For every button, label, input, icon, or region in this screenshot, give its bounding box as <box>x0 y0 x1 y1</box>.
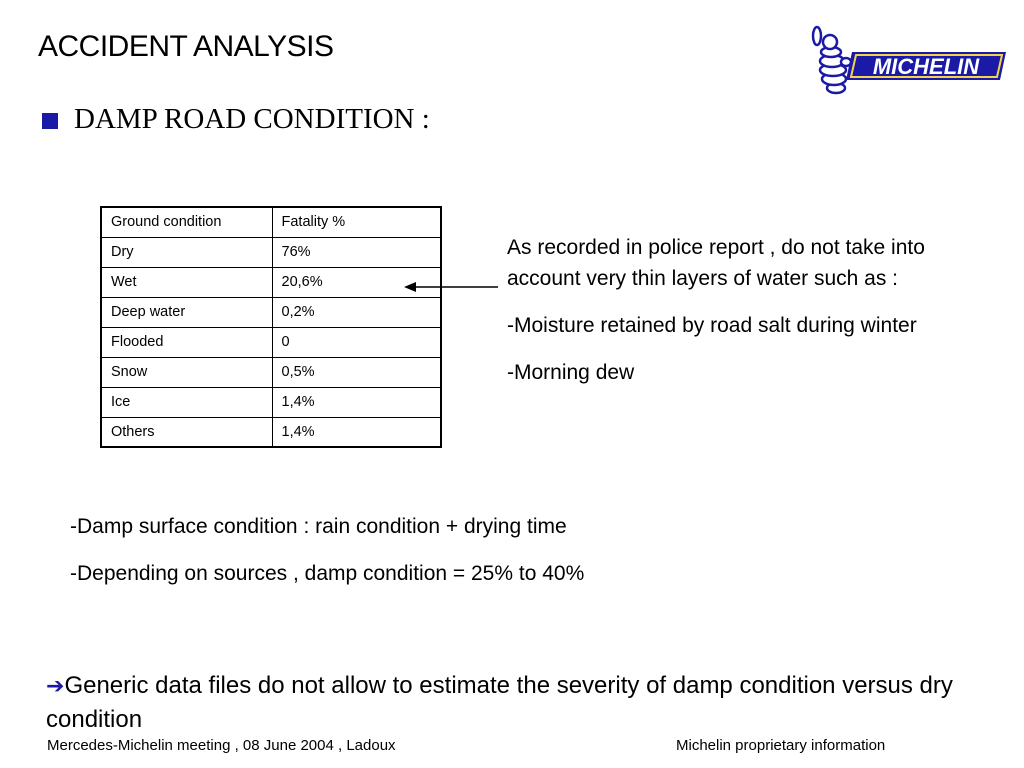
table-row <box>101 387 441 417</box>
footer-proprietary: Michelin proprietary information <box>676 737 886 754</box>
damp-line: -Damp surface condition : rain condition + drying time <box>70 515 567 538</box>
table-row <box>101 237 441 267</box>
section-heading: DAMP ROAD CONDITION : <box>74 103 430 135</box>
table-header-cell: Fatality % <box>272 207 441 237</box>
table-row <box>101 267 441 297</box>
table-cell: Flooded <box>101 327 272 357</box>
table-cell: Dry <box>101 237 272 267</box>
table-cell: Deep water <box>101 297 272 327</box>
table-cell: 1,4% <box>272 387 441 417</box>
table-cell: 0,5% <box>272 357 441 387</box>
conclusion-text: Generic data files do not allow to estimate the severity of damp condition versus dry condition <box>46 672 953 733</box>
table-header-row <box>101 207 441 237</box>
table-cell: Snow <box>101 357 272 387</box>
table-row <box>101 357 441 387</box>
slide-title: ACCIDENT ANALYSIS <box>38 30 334 63</box>
table-cell: Wet <box>101 267 272 297</box>
table-row <box>101 417 441 447</box>
note-item: -Morning dew <box>507 361 635 384</box>
police-report-note <box>507 232 947 404</box>
pointer-arrow-icon <box>404 281 500 293</box>
table-cell: 0 <box>272 327 441 357</box>
table-header-cell: Ground condition <box>101 207 272 237</box>
conclusion <box>46 669 966 736</box>
ground-condition-table <box>100 206 442 448</box>
damp-line: -Depending on sources , damp condition = 25% to 40% <box>70 562 585 585</box>
table-cell: 76% <box>272 237 441 267</box>
bullet-square-icon <box>42 113 58 129</box>
michelin-logo <box>800 22 1006 96</box>
table-cell: Others <box>101 417 272 447</box>
note-intro: As recorded in police report , do not take into account very thin layers of water such as : <box>507 236 925 290</box>
table-row <box>101 297 441 327</box>
note-item: -Moisture retained by road salt during winter <box>507 314 917 337</box>
table-row <box>101 327 441 357</box>
table-cell: 20,6% <box>272 267 441 297</box>
table-cell: 1,4% <box>272 417 441 447</box>
logo-wordmark: MICHELIN <box>872 54 980 79</box>
footer-meeting: Mercedes-Michelin meeting , 08 June 2004 , Ladoux <box>47 737 396 754</box>
table-cell: 0,2% <box>272 297 441 327</box>
bibendum-icon <box>813 27 851 93</box>
table-cell: Ice <box>101 387 272 417</box>
arrow-right-icon: ➔ <box>46 674 65 699</box>
